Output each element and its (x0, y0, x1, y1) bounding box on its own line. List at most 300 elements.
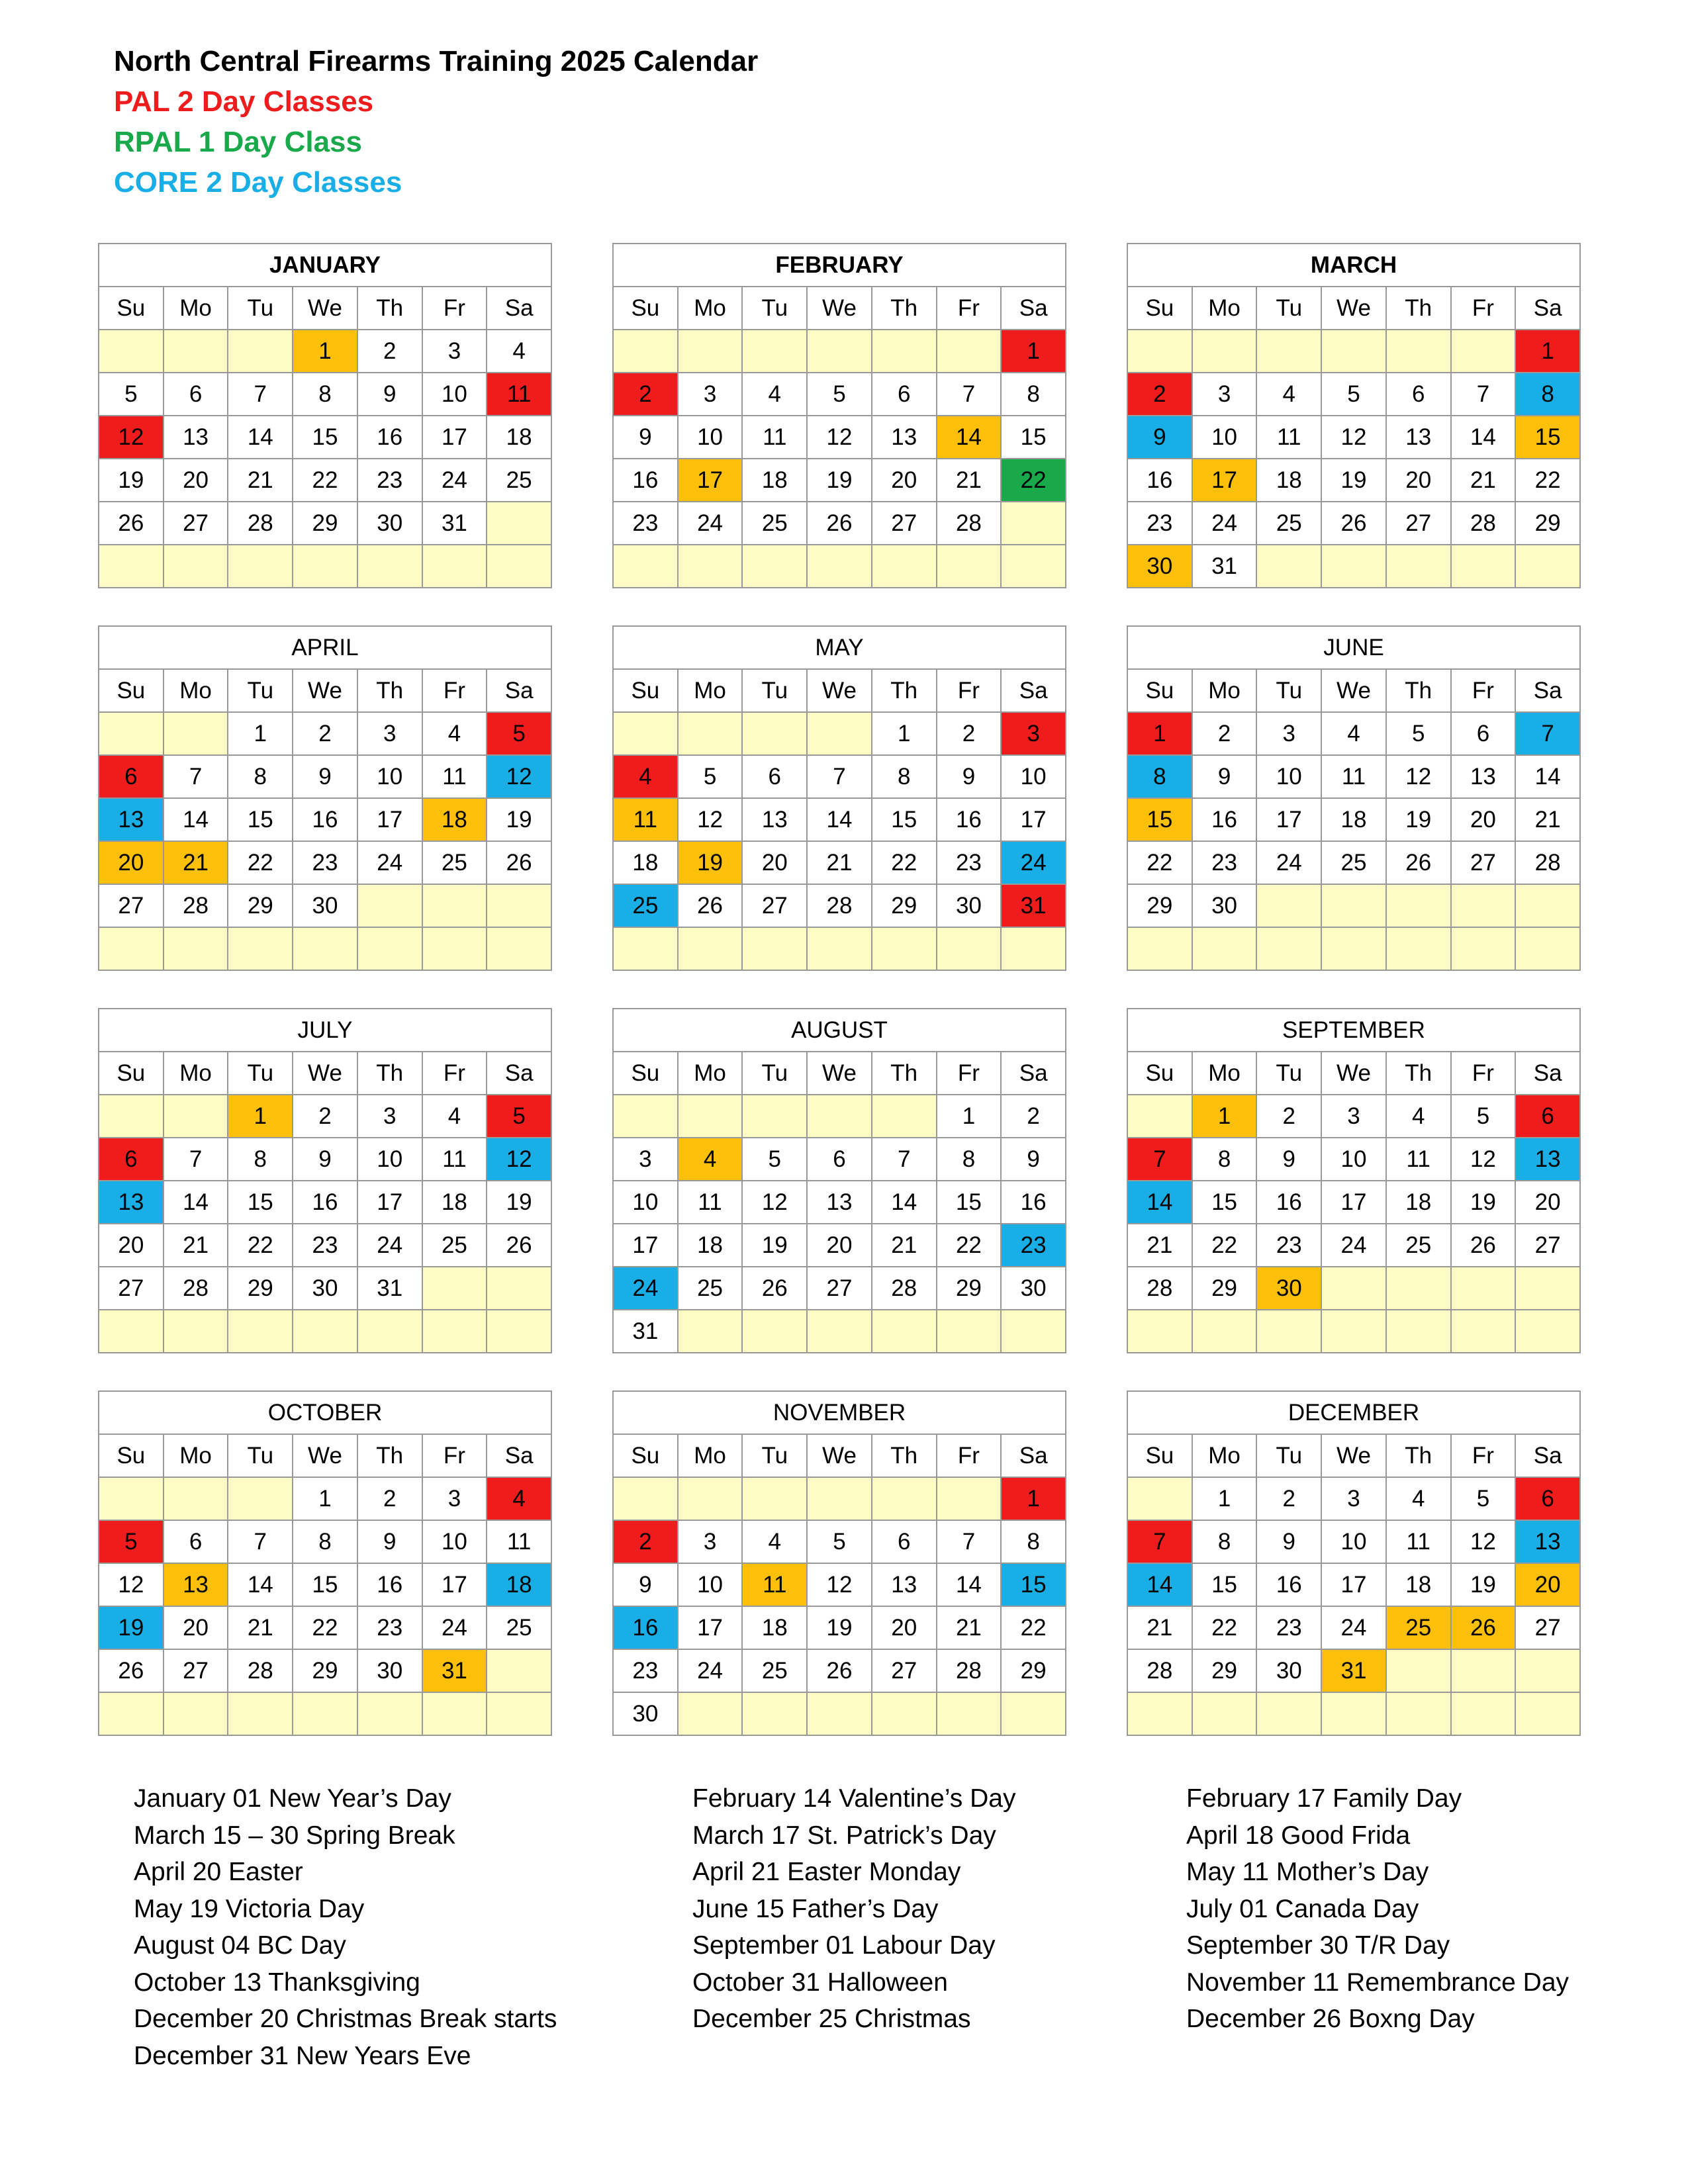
weekday-header: We (293, 670, 357, 711)
day-cell: 13 (1516, 1521, 1579, 1563)
day-cell: 30 (358, 1650, 422, 1692)
day-cell: 29 (1193, 1267, 1256, 1309)
day-cell: 25 (679, 1267, 742, 1309)
weekday-header: We (808, 287, 871, 329)
empty-cell (1002, 1310, 1065, 1352)
day-cell: 19 (99, 1607, 163, 1649)
day-cell: 16 (1257, 1564, 1321, 1606)
day-cell: 13 (99, 1181, 163, 1223)
holiday-item: April 20 Easter (134, 1858, 303, 1886)
day-cell: 29 (228, 885, 292, 927)
holiday-item: September 30 T/R Day (1186, 1931, 1450, 1960)
weekday-header: Mo (164, 1435, 228, 1477)
day-cell: 29 (293, 1650, 357, 1692)
day-cell: 2 (1128, 373, 1192, 415)
weekday-header: Sa (487, 1435, 551, 1477)
month-title: JULY (99, 1009, 551, 1051)
empty-cell (614, 330, 677, 372)
day-cell: 28 (937, 502, 1001, 544)
day-cell: 14 (164, 799, 228, 841)
empty-cell (679, 1095, 742, 1137)
day-cell: 5 (99, 1521, 163, 1563)
day-cell: 1 (872, 713, 936, 754)
empty-cell (164, 1310, 228, 1352)
month-title: APRIL (99, 627, 551, 668)
day-cell: 11 (1322, 756, 1385, 797)
day-cell: 12 (1387, 756, 1450, 797)
day-cell: 22 (1193, 1607, 1256, 1649)
empty-cell (743, 545, 806, 587)
day-cell: 6 (743, 756, 806, 797)
empty-cell (487, 1310, 551, 1352)
day-cell: 11 (743, 1564, 806, 1606)
day-cell: 2 (614, 373, 677, 415)
weekday-header: Su (1128, 1052, 1192, 1094)
day-cell: 24 (679, 1650, 742, 1692)
day-cell: 24 (1193, 502, 1256, 544)
day-cell: 2 (937, 713, 1001, 754)
weekday-header: Mo (679, 287, 742, 329)
empty-cell (1516, 1650, 1579, 1692)
weekday-header: Su (614, 670, 677, 711)
empty-cell (1322, 545, 1385, 587)
day-cell: 26 (1387, 842, 1450, 884)
empty-cell (1516, 885, 1579, 927)
empty-cell (1516, 545, 1579, 587)
day-cell: 11 (487, 373, 551, 415)
day-cell: 18 (1322, 799, 1385, 841)
empty-cell (293, 1310, 357, 1352)
empty-cell (1322, 1693, 1385, 1735)
day-cell: 7 (228, 1521, 292, 1563)
day-cell: 12 (1322, 416, 1385, 458)
day-cell: 17 (679, 1607, 742, 1649)
day-cell: 26 (99, 1650, 163, 1692)
holiday-item: November 11 Remembrance Day (1186, 1968, 1570, 1997)
weekday-header: Su (99, 1435, 163, 1477)
day-cell: 31 (423, 1650, 487, 1692)
weekday-header: Tu (1257, 1435, 1321, 1477)
empty-cell (358, 928, 422, 970)
day-cell: 27 (872, 502, 936, 544)
day-cell: 19 (1452, 1181, 1515, 1223)
empty-cell (164, 713, 228, 754)
empty-cell (1257, 885, 1321, 927)
day-cell: 2 (293, 1095, 357, 1137)
empty-cell (872, 928, 936, 970)
empty-cell (937, 1310, 1001, 1352)
day-cell: 26 (99, 502, 163, 544)
day-cell: 21 (872, 1224, 936, 1266)
day-cell: 30 (1128, 545, 1192, 587)
empty-cell (1002, 545, 1065, 587)
day-cell: 19 (1452, 1564, 1515, 1606)
weekday-header: Mo (679, 1052, 742, 1094)
day-cell: 20 (164, 459, 228, 501)
weekday-header: We (1322, 1052, 1385, 1094)
empty-cell (679, 1693, 742, 1735)
empty-cell (358, 545, 422, 587)
day-cell: 4 (423, 713, 487, 754)
day-cell: 28 (228, 1650, 292, 1692)
day-cell: 16 (614, 459, 677, 501)
day-cell: 27 (99, 885, 163, 927)
day-cell: 27 (164, 502, 228, 544)
day-cell: 6 (808, 1138, 871, 1180)
day-cell: 15 (1128, 799, 1192, 841)
day-cell: 10 (358, 1138, 422, 1180)
weekday-header: Su (614, 287, 677, 329)
day-cell: 27 (1452, 842, 1515, 884)
day-cell: 12 (743, 1181, 806, 1223)
day-cell: 27 (1387, 502, 1450, 544)
weekday-header: Th (872, 1435, 936, 1477)
month-title: JANUARY (99, 244, 551, 286)
legend-pal: PAL 2 Day Classes (114, 85, 374, 118)
weekday-header: Fr (937, 670, 1001, 711)
empty-cell (1387, 1693, 1450, 1735)
month-title: FEBRUARY (614, 244, 1065, 286)
day-cell: 4 (487, 1478, 551, 1520)
holiday-item: January 01 New Year’s Day (134, 1784, 451, 1813)
day-cell: 6 (1516, 1095, 1579, 1137)
weekday-header: Mo (1193, 670, 1256, 711)
weekday-header: We (293, 1052, 357, 1094)
empty-cell (164, 1693, 228, 1735)
day-cell: 14 (228, 1564, 292, 1606)
empty-cell (487, 502, 551, 544)
day-cell: 6 (872, 1521, 936, 1563)
day-cell: 18 (487, 1564, 551, 1606)
empty-cell (1322, 1267, 1385, 1309)
day-cell: 5 (1452, 1095, 1515, 1137)
month-june (1127, 625, 1581, 971)
empty-cell (808, 713, 871, 754)
day-cell: 16 (1257, 1181, 1321, 1223)
day-cell: 6 (1452, 713, 1515, 754)
day-cell: 25 (743, 1650, 806, 1692)
empty-cell (1387, 928, 1450, 970)
weekday-header: Mo (164, 1052, 228, 1094)
empty-cell (99, 330, 163, 372)
day-cell: 4 (1322, 713, 1385, 754)
day-cell: 4 (614, 756, 677, 797)
weekday-header: We (808, 1052, 871, 1094)
day-cell: 23 (614, 502, 677, 544)
weekday-header: Tu (1257, 287, 1321, 329)
day-cell: 8 (1002, 1521, 1065, 1563)
month-title: DECEMBER (1128, 1392, 1579, 1433)
empty-cell (872, 1478, 936, 1520)
day-cell: 28 (872, 1267, 936, 1309)
empty-cell (1128, 1478, 1192, 1520)
day-cell: 5 (743, 1138, 806, 1180)
day-cell: 6 (164, 373, 228, 415)
day-cell: 9 (1257, 1521, 1321, 1563)
day-cell: 27 (808, 1267, 871, 1309)
day-cell: 23 (358, 459, 422, 501)
day-cell: 14 (872, 1181, 936, 1223)
empty-cell (99, 1310, 163, 1352)
empty-cell (937, 1478, 1001, 1520)
day-cell: 26 (808, 1650, 871, 1692)
weekday-header: Tu (1257, 670, 1321, 711)
empty-cell (679, 1310, 742, 1352)
holiday-item: March 15 – 30 Spring Break (134, 1821, 455, 1850)
empty-cell (1322, 885, 1385, 927)
day-cell: 19 (487, 799, 551, 841)
holiday-item: August 04 BC Day (134, 1931, 346, 1960)
day-cell: 2 (1257, 1478, 1321, 1520)
day-cell: 2 (1002, 1095, 1065, 1137)
empty-cell (1387, 1310, 1450, 1352)
holiday-item: April 21 Easter Monday (692, 1858, 961, 1886)
day-cell: 1 (228, 713, 292, 754)
day-cell: 29 (937, 1267, 1001, 1309)
month-title: MAY (614, 627, 1065, 668)
day-cell: 3 (1257, 713, 1321, 754)
empty-cell (679, 928, 742, 970)
holiday-column (134, 1780, 557, 2074)
empty-cell (872, 1310, 936, 1352)
day-cell: 7 (808, 756, 871, 797)
day-cell: 17 (614, 1224, 677, 1266)
day-cell: 20 (99, 1224, 163, 1266)
day-cell: 16 (614, 1607, 677, 1649)
holiday-item: December 31 New Years Eve (134, 2041, 471, 2070)
empty-cell (1002, 502, 1065, 544)
holiday-item: February 17 Family Day (1186, 1784, 1462, 1813)
day-cell: 7 (164, 1138, 228, 1180)
day-cell: 9 (614, 416, 677, 458)
empty-cell (228, 545, 292, 587)
day-cell: 3 (1322, 1478, 1385, 1520)
weekday-header: Su (99, 287, 163, 329)
day-cell: 30 (1193, 885, 1256, 927)
day-cell: 19 (679, 842, 742, 884)
day-cell: 17 (1322, 1564, 1385, 1606)
day-cell: 15 (1002, 1564, 1065, 1606)
day-cell: 6 (99, 1138, 163, 1180)
day-cell: 29 (1516, 502, 1579, 544)
day-cell: 20 (1387, 459, 1450, 501)
weekday-header: Su (614, 1052, 677, 1094)
day-cell: 10 (679, 1564, 742, 1606)
day-cell: 5 (1452, 1478, 1515, 1520)
empty-cell (808, 928, 871, 970)
day-cell: 22 (872, 842, 936, 884)
empty-cell (164, 1095, 228, 1137)
day-cell: 20 (164, 1607, 228, 1649)
empty-cell (228, 928, 292, 970)
day-cell: 11 (679, 1181, 742, 1223)
empty-cell (1516, 1267, 1579, 1309)
empty-cell (99, 1095, 163, 1137)
weekday-header: Th (1387, 670, 1450, 711)
day-cell: 12 (99, 1564, 163, 1606)
empty-cell (99, 928, 163, 970)
day-cell: 1 (228, 1095, 292, 1137)
weekday-header: Tu (228, 1435, 292, 1477)
day-cell: 26 (1452, 1607, 1515, 1649)
day-cell: 15 (293, 416, 357, 458)
day-cell: 1 (1128, 713, 1192, 754)
day-cell: 31 (1322, 1650, 1385, 1692)
weekday-header: Mo (1193, 1052, 1256, 1094)
day-cell: 23 (614, 1650, 677, 1692)
day-cell: 2 (1193, 713, 1256, 754)
holiday-column (692, 1780, 1016, 2038)
day-cell: 3 (679, 1521, 742, 1563)
day-cell: 4 (1257, 373, 1321, 415)
weekday-header: Fr (1452, 287, 1515, 329)
weekday-header: Su (1128, 670, 1192, 711)
weekday-header: Sa (1516, 1435, 1579, 1477)
month-august (612, 1008, 1066, 1353)
day-cell: 6 (164, 1521, 228, 1563)
day-cell: 12 (1452, 1138, 1515, 1180)
day-cell: 30 (293, 1267, 357, 1309)
day-cell: 12 (808, 416, 871, 458)
legend-rpal: RPAL 1 Day Class (114, 126, 362, 158)
day-cell: 22 (293, 1607, 357, 1649)
weekday-header: Mo (679, 1435, 742, 1477)
day-cell: 18 (423, 1181, 487, 1223)
empty-cell (614, 713, 677, 754)
empty-cell (1128, 1095, 1192, 1137)
day-cell: 13 (808, 1181, 871, 1223)
day-cell: 8 (293, 1521, 357, 1563)
day-cell: 11 (423, 756, 487, 797)
day-cell: 23 (1128, 502, 1192, 544)
empty-cell (1452, 1693, 1515, 1735)
day-cell: 16 (1128, 459, 1192, 501)
day-cell: 12 (1452, 1521, 1515, 1563)
day-cell: 27 (1516, 1607, 1579, 1649)
day-cell: 19 (99, 459, 163, 501)
month-may (612, 625, 1066, 971)
day-cell: 12 (487, 1138, 551, 1180)
weekday-header: Su (614, 1435, 677, 1477)
empty-cell (614, 1095, 677, 1137)
day-cell: 21 (937, 459, 1001, 501)
holiday-item: October 13 Thanksgiving (134, 1968, 420, 1997)
empty-cell (423, 885, 487, 927)
day-cell: 29 (293, 502, 357, 544)
day-cell: 15 (1193, 1564, 1256, 1606)
day-cell: 14 (228, 416, 292, 458)
day-cell: 15 (872, 799, 936, 841)
day-cell: 25 (743, 502, 806, 544)
month-july (98, 1008, 552, 1353)
day-cell: 28 (937, 1650, 1001, 1692)
weekday-header: Su (99, 1052, 163, 1094)
day-cell: 16 (1002, 1181, 1065, 1223)
day-cell: 11 (1257, 416, 1321, 458)
day-cell: 1 (1002, 1478, 1065, 1520)
day-cell: 18 (743, 459, 806, 501)
day-cell: 6 (872, 373, 936, 415)
day-cell: 16 (293, 799, 357, 841)
empty-cell (1128, 928, 1192, 970)
day-cell: 29 (1193, 1650, 1256, 1692)
day-cell: 24 (423, 459, 487, 501)
day-cell: 16 (937, 799, 1001, 841)
day-cell: 3 (1002, 713, 1065, 754)
day-cell: 10 (1322, 1521, 1385, 1563)
day-cell: 21 (1128, 1224, 1192, 1266)
weekday-header: Sa (1002, 287, 1065, 329)
empty-cell (1452, 545, 1515, 587)
weekday-header: Sa (487, 670, 551, 711)
empty-cell (423, 928, 487, 970)
day-cell: 9 (1002, 1138, 1065, 1180)
day-cell: 26 (808, 502, 871, 544)
empty-cell (1193, 330, 1256, 372)
empty-cell (1387, 885, 1450, 927)
day-cell: 25 (487, 1607, 551, 1649)
empty-cell (1128, 330, 1192, 372)
empty-cell (1452, 1267, 1515, 1309)
empty-cell (614, 928, 677, 970)
day-cell: 1 (293, 1478, 357, 1520)
day-cell: 11 (423, 1138, 487, 1180)
empty-cell (614, 1478, 677, 1520)
day-cell: 28 (228, 502, 292, 544)
empty-cell (872, 545, 936, 587)
day-cell: 6 (1516, 1478, 1579, 1520)
weekday-header: Tu (228, 1052, 292, 1094)
weekday-header: Su (99, 670, 163, 711)
empty-cell (1322, 1310, 1385, 1352)
empty-cell (808, 1693, 871, 1735)
day-cell: 8 (1193, 1138, 1256, 1180)
day-cell: 11 (614, 799, 677, 841)
day-cell: 4 (1387, 1095, 1450, 1137)
empty-cell (1387, 1650, 1450, 1692)
weekday-header: Sa (1516, 287, 1579, 329)
day-cell: 7 (1128, 1521, 1192, 1563)
day-cell: 10 (1322, 1138, 1385, 1180)
day-cell: 18 (423, 799, 487, 841)
day-cell: 9 (1193, 756, 1256, 797)
day-cell: 24 (358, 842, 422, 884)
day-cell: 8 (228, 1138, 292, 1180)
empty-cell (1452, 885, 1515, 927)
empty-cell (1322, 330, 1385, 372)
day-cell: 9 (1257, 1138, 1321, 1180)
empty-cell (679, 1478, 742, 1520)
empty-cell (1257, 545, 1321, 587)
day-cell: 30 (1257, 1267, 1321, 1309)
day-cell: 19 (1322, 459, 1385, 501)
day-cell: 5 (99, 373, 163, 415)
day-cell: 31 (614, 1310, 677, 1352)
day-cell: 17 (1322, 1181, 1385, 1223)
weekday-header: Tu (743, 670, 806, 711)
day-cell: 2 (358, 1478, 422, 1520)
day-cell: 21 (164, 1224, 228, 1266)
day-cell: 7 (164, 756, 228, 797)
day-cell: 25 (614, 885, 677, 927)
month-december (1127, 1390, 1581, 1736)
month-title: SEPTEMBER (1128, 1009, 1579, 1051)
day-cell: 16 (1193, 799, 1256, 841)
holiday-item: June 15 Father’s Day (692, 1894, 939, 1923)
holiday-column (1186, 1780, 1569, 2038)
empty-cell (423, 1267, 487, 1309)
day-cell: 17 (423, 1564, 487, 1606)
